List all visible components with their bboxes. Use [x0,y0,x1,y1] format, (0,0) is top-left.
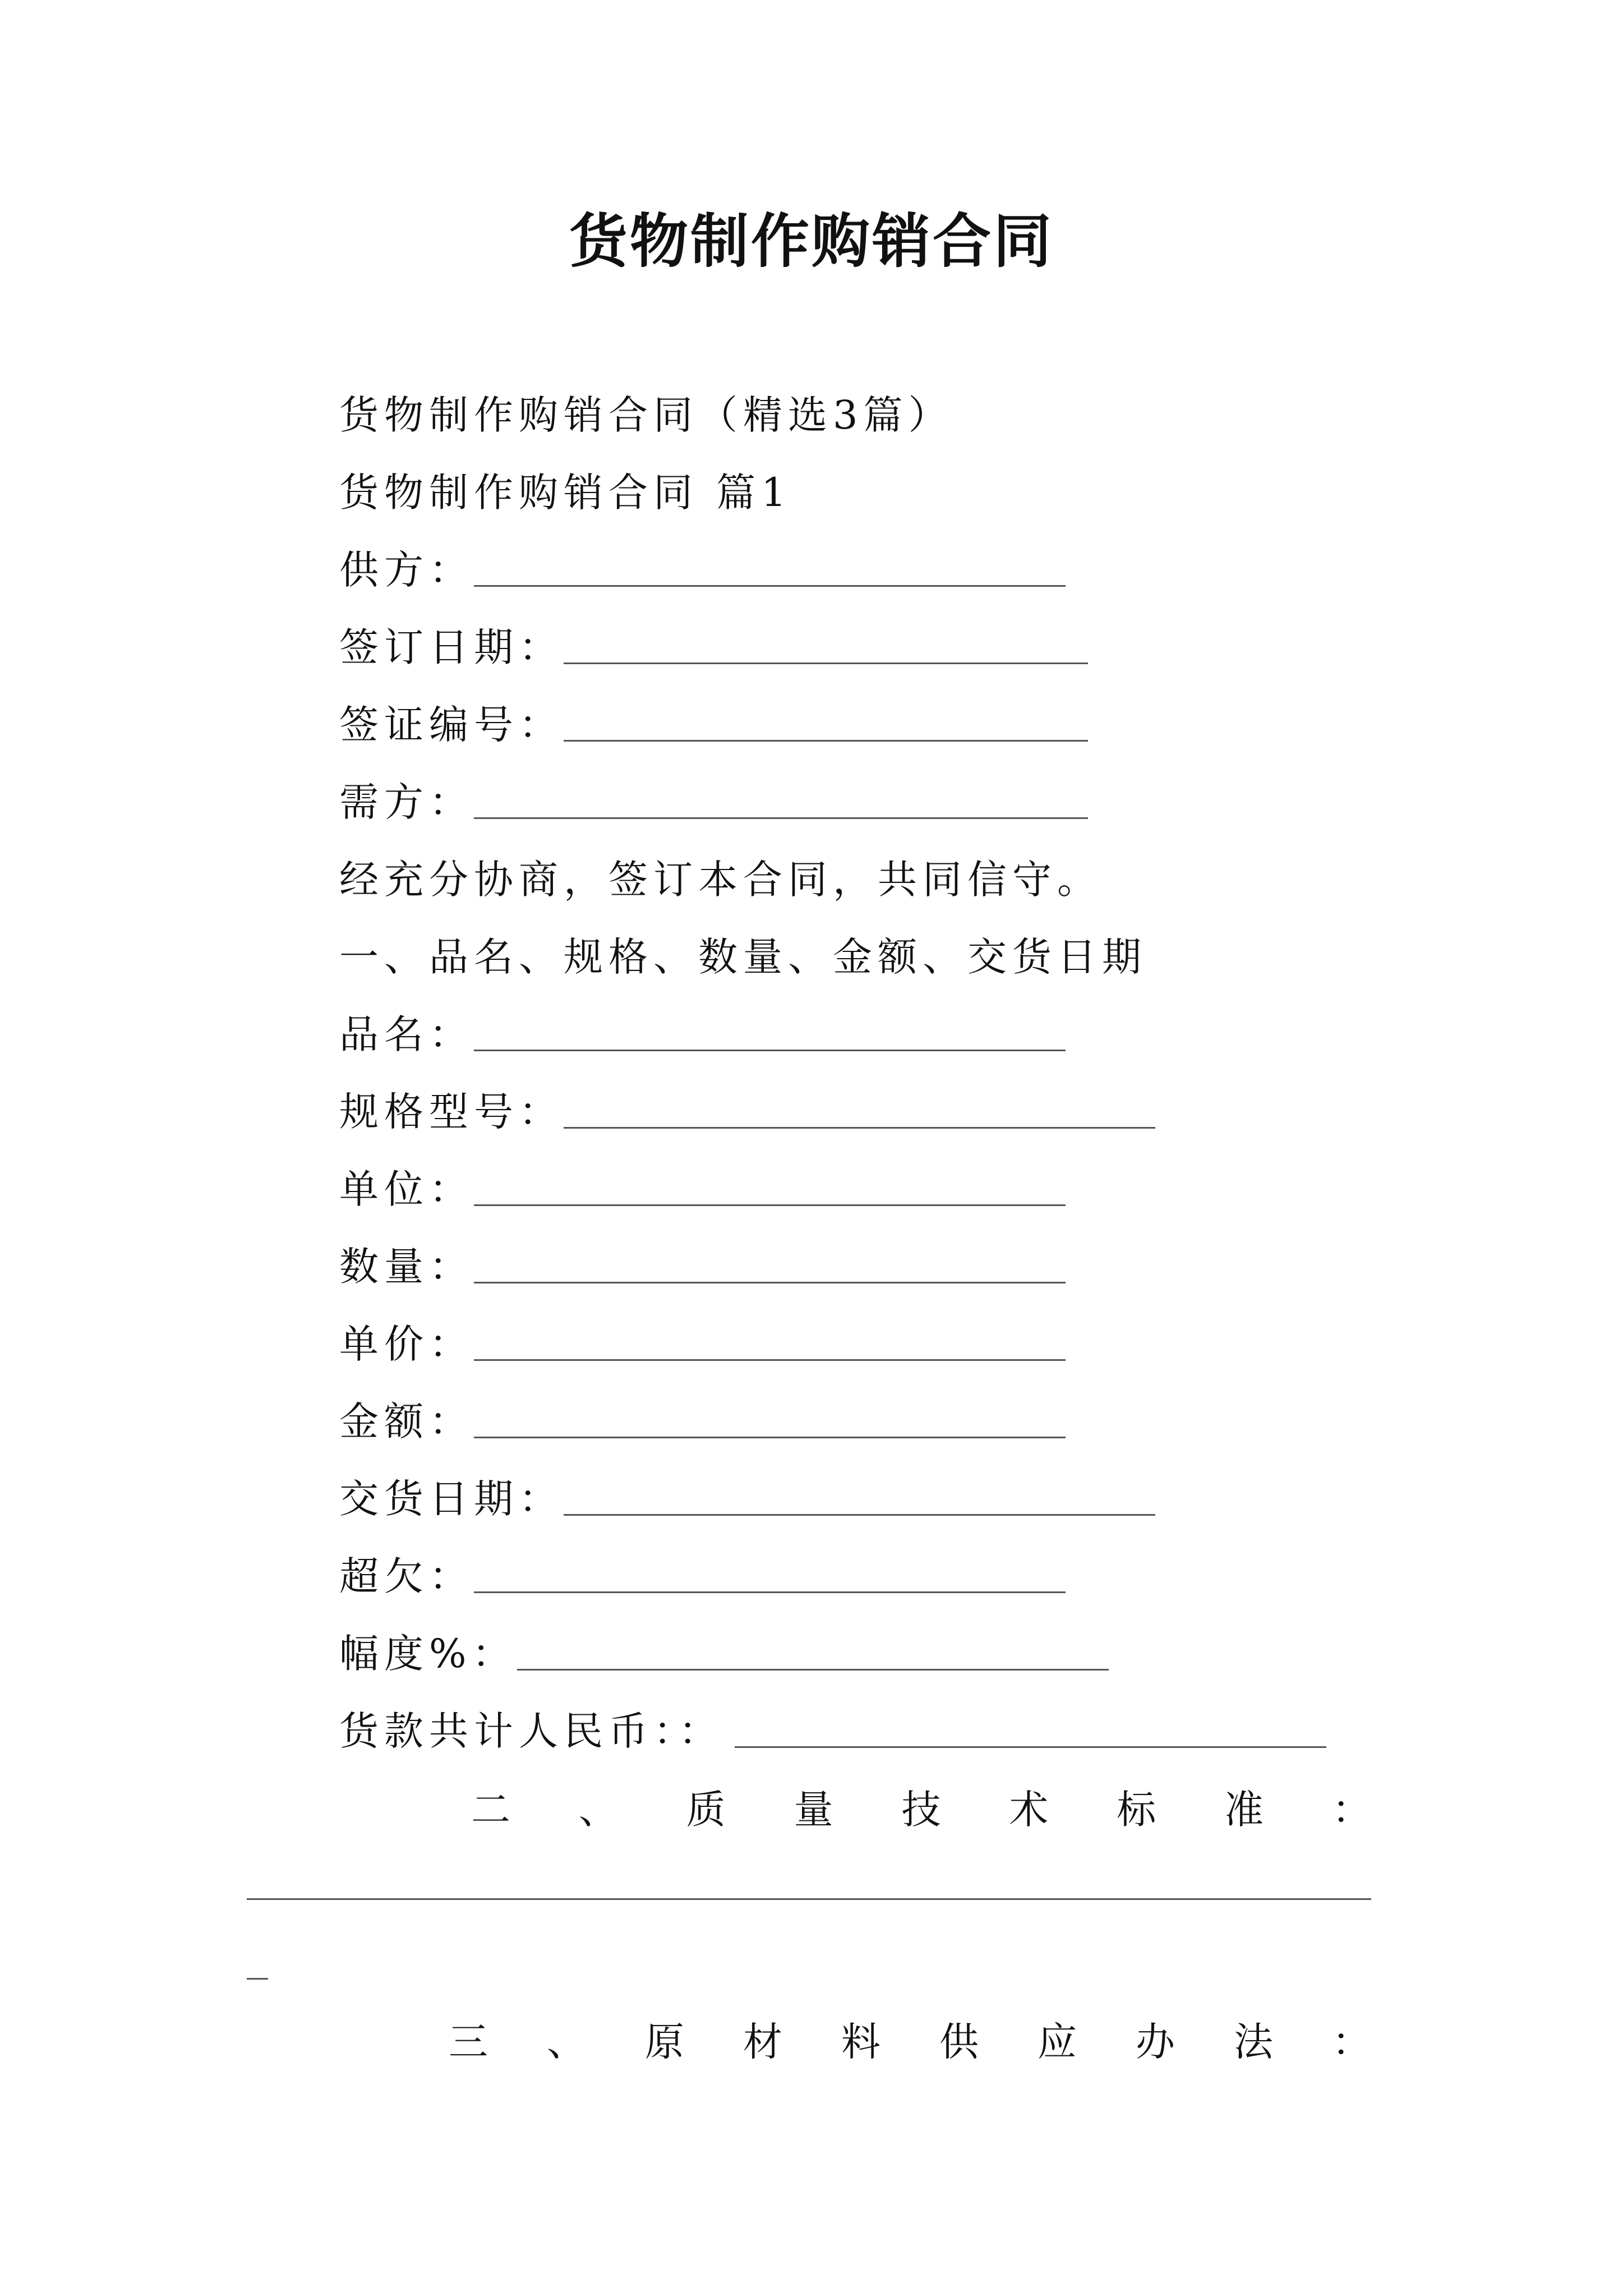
unit-label: 单位： [339,1166,474,1212]
buyer-label: 需方： [339,779,474,825]
unit-price-field [339,1316,1066,1372]
spec-model-field [339,1084,1155,1140]
clause-two-char: 术 [1009,1787,1049,1833]
clause-three-char: 原 [645,2019,684,2065]
document-subtitle: 货物制作购销合同（精选3篇） [339,392,953,438]
sign-date-blank [564,658,1088,664]
amount-field [339,1393,1066,1450]
supplier-label: 供方： [339,547,474,593]
sign-date-label: 签订日期： [339,624,564,670]
clause-three-char: 应 [1038,2019,1077,2065]
clause-three-char: 、 [547,2019,586,2065]
clause-three-char: 供 [939,2019,979,2065]
amount-label: 金额： [339,1398,474,1444]
buyer-blank [474,813,1088,819]
quantity-field [339,1239,1066,1295]
clause-two-char: 技 [901,1787,941,1833]
quantity-blank [474,1277,1066,1283]
total-payment-blank [735,1742,1326,1748]
clause-one-heading: 一、品名、规格、数量、金额、交货日期 [339,934,1147,980]
amount-blank [474,1432,1066,1438]
clause-three-char: 材 [743,2019,782,2065]
quality-standard-blank-continuation [247,1978,268,1980]
buyer-field [339,774,1088,830]
visa-number-blank [564,735,1088,742]
quality-standard-blank [247,1898,1371,1900]
range-percent-field [339,1626,1109,1682]
supplier-blank [474,581,1066,587]
clause-two-char: 、 [578,1787,618,1833]
unit-price-blank [474,1355,1066,1361]
quantity-label: 数量： [339,1244,474,1290]
clause-three-char: 办 [1136,2019,1175,2065]
visa-number-label: 签证编号： [339,702,564,748]
section-heading: 货物制作购销合同 篇1 [339,470,792,516]
clause-two-char: 量 [794,1787,833,1833]
clause-three-heading [449,2014,1371,2070]
product-name-blank [474,1045,1066,1051]
spec-model-label: 规格型号： [339,1089,564,1135]
unit-blank [474,1200,1066,1206]
clause-two-char: 二 [471,1787,510,1833]
clause-two-char: 质 [686,1787,726,1833]
sign-date-field [339,619,1088,675]
page-title: 货物制作购销合同 [569,206,1054,275]
range-percent-label: 幅度%： [339,1631,517,1677]
clause-two-heading [471,1782,1371,1838]
total-payment-label: 货款共计人民币：： [339,1708,723,1754]
range-percent-blank [517,1664,1109,1671]
product-name-field [339,1006,1066,1062]
unit-field [339,1161,1066,1217]
total-payment-field [339,1703,1326,1759]
delivery-date-label: 交货日期： [339,1476,564,1522]
visa-number-field [339,697,1088,753]
clause-three-char: 法 [1234,2019,1273,2065]
unit-price-label: 单价： [339,1321,474,1367]
clause-two-char: 标 [1117,1787,1156,1833]
delivery-date-field [339,1471,1155,1527]
clause-three-char: ： [1332,2019,1371,2065]
spec-model-blank [564,1122,1155,1129]
clause-two-char: ： [1332,1787,1371,1833]
product-name-label: 品名： [339,1011,474,1057]
over-under-blank [474,1587,1066,1593]
delivery-date-blank [564,1510,1155,1516]
over-under-label: 超欠： [339,1553,474,1599]
supplier-field [339,542,1066,598]
over-under-field [339,1548,1066,1604]
clause-two-char: 准 [1224,1787,1264,1833]
clause-three-char: 料 [841,2019,880,2065]
clause-three-char: 三 [449,2019,488,2065]
agreement-line: 经充分协商，签订本合同，共同信守。 [339,857,1102,903]
